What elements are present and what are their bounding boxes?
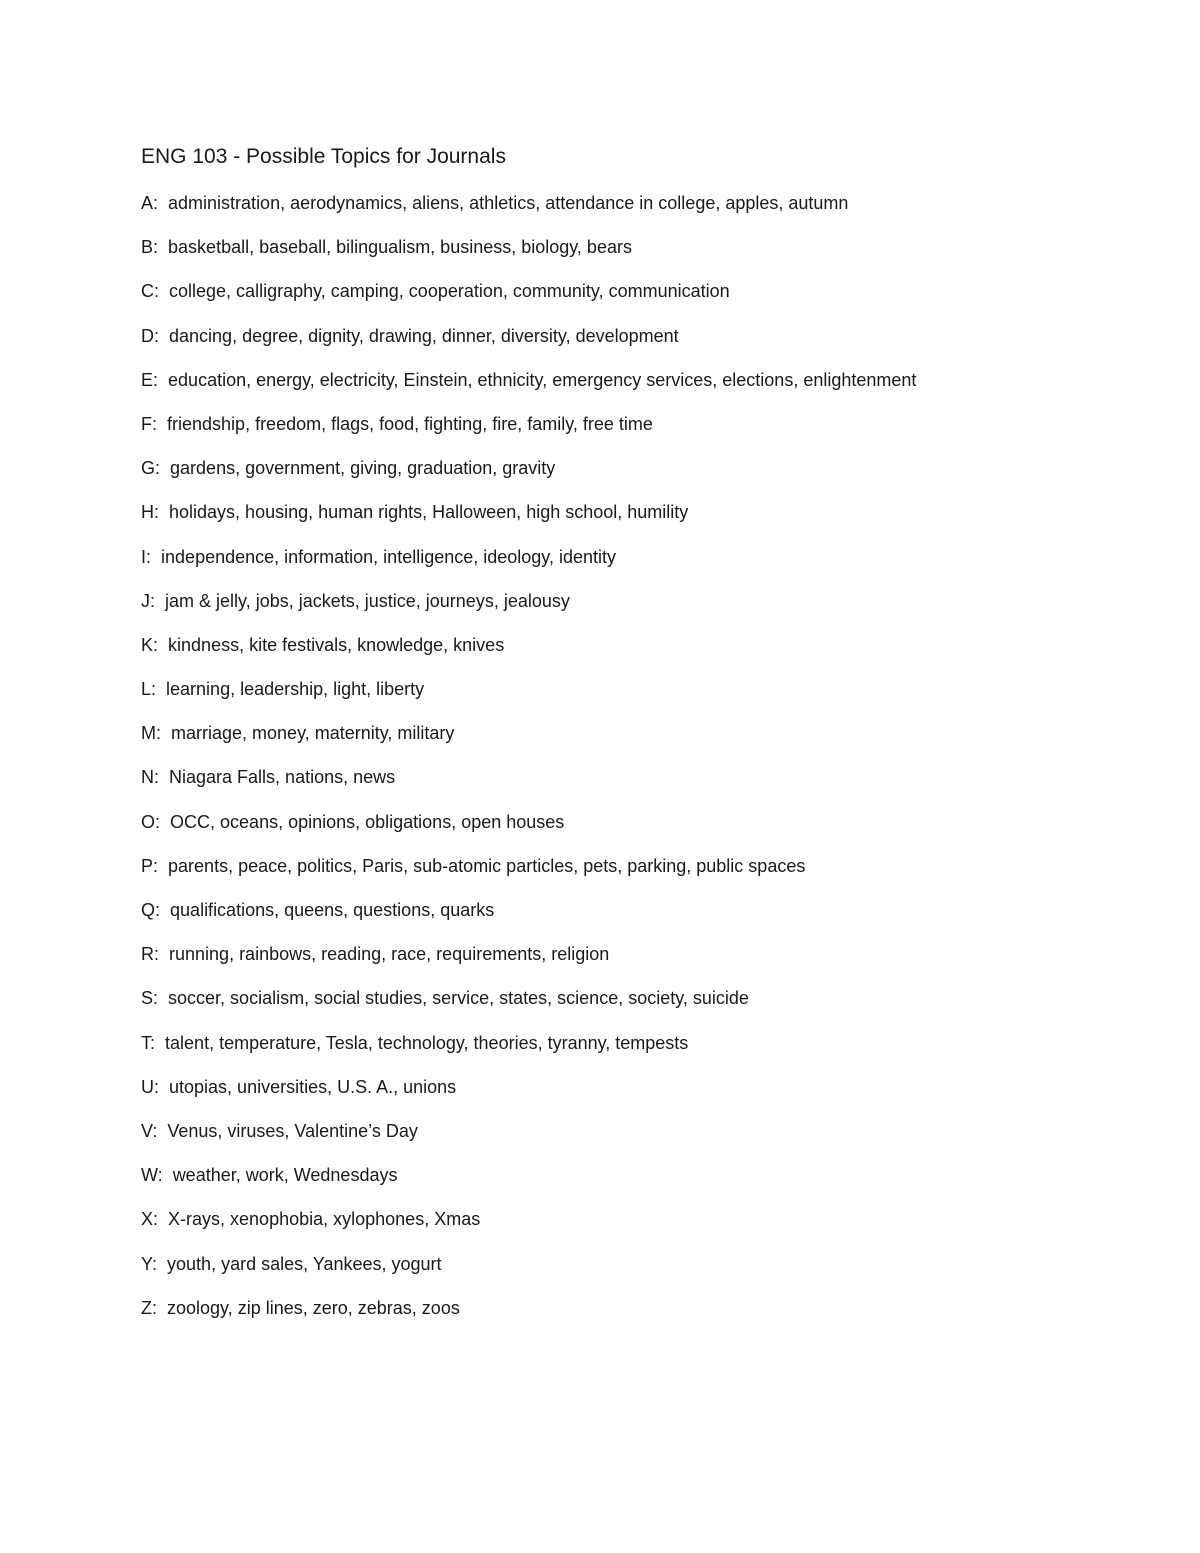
list-item bbox=[141, 189, 916, 233]
topic-letter: T: bbox=[141, 1032, 156, 1053]
topic-items: utopias, universities, U.S. A., unions bbox=[169, 1076, 457, 1097]
topic-items: independence, information, intelligence, ideology, identity bbox=[161, 546, 616, 567]
topic-letter: P: bbox=[141, 855, 159, 876]
topic-items: college, calligraphy, camping, cooperation, community, communication bbox=[169, 281, 730, 302]
topic-letter: G: bbox=[141, 458, 161, 479]
topic-items: zoology, zip lines, zero, zebras, zoos bbox=[167, 1297, 460, 1318]
list-item bbox=[141, 940, 916, 984]
topic-items: kindness, kite festivals, knowledge, knives bbox=[168, 634, 505, 655]
list-item bbox=[141, 675, 916, 719]
list-item bbox=[141, 1205, 916, 1249]
topic-items: qualifications, queens, questions, quarks bbox=[170, 900, 495, 920]
topic-letter: X: bbox=[141, 1209, 159, 1230]
list-item bbox=[141, 233, 916, 277]
topic-items: basketball, baseball, bilingualism, business, biology, bears bbox=[168, 237, 632, 258]
list-item bbox=[141, 498, 916, 542]
topic-items: parents, peace, politics, Paris, sub-atomic particles, pets, parking, public spaces bbox=[168, 855, 806, 876]
topic-letter: D: bbox=[141, 325, 159, 346]
topic-letter: Y: bbox=[141, 1253, 158, 1274]
topic-items: Venus, viruses, Valentine’s Day bbox=[167, 1120, 418, 1141]
list-item bbox=[141, 410, 916, 454]
list-item bbox=[141, 1117, 916, 1161]
page-title: ENG 103 - Possible Topics for Journals bbox=[141, 145, 506, 168]
topic-items: dancing, degree, dignity, drawing, dinner, diversity, development bbox=[169, 325, 679, 346]
list-item bbox=[141, 808, 916, 852]
topic-letter: S: bbox=[141, 988, 159, 1009]
topic-letter: N: bbox=[141, 767, 159, 788]
list-item bbox=[141, 852, 916, 896]
topic-list bbox=[141, 189, 916, 1338]
list-item bbox=[141, 1294, 916, 1338]
topic-letter: O: bbox=[141, 811, 161, 832]
topic-items: weather, work, Wednesdays bbox=[172, 1165, 398, 1186]
topic-letter: H: bbox=[141, 502, 159, 523]
topic-items: gardens, government, giving, graduation, gravity bbox=[170, 458, 556, 479]
list-item bbox=[141, 454, 916, 498]
topic-items: holidays, housing, human rights, Halloween, high school, humility bbox=[169, 502, 689, 523]
list-item bbox=[141, 1250, 916, 1294]
list-item bbox=[141, 1073, 916, 1117]
topic-items: administration, aerodynamics, aliens, athletics, attendance in college, apples, autumn bbox=[168, 193, 849, 213]
list-item bbox=[141, 543, 916, 587]
topic-items: running, rainbows, reading, race, requirements, religion bbox=[169, 944, 610, 965]
topic-letter: V: bbox=[141, 1120, 158, 1141]
topic-letter: W: bbox=[141, 1165, 163, 1186]
topic-letter: J: bbox=[141, 590, 156, 611]
topic-letter: A: bbox=[141, 193, 159, 213]
topic-items: talent, temperature, Tesla, technology, theories, tyranny, tempests bbox=[165, 1032, 689, 1053]
topic-letter: F: bbox=[141, 413, 157, 434]
topic-letter: E: bbox=[141, 369, 159, 390]
topic-letter: U: bbox=[141, 1076, 159, 1097]
topic-letter: R: bbox=[141, 944, 159, 965]
topic-letter: Z: bbox=[141, 1297, 157, 1318]
topic-letter: M: bbox=[141, 723, 161, 744]
list-item bbox=[141, 984, 916, 1028]
topic-items: jam & jelly, jobs, jackets, justice, journeys, jealousy bbox=[165, 590, 570, 611]
topic-items: friendship, freedom, flags, food, fighting, fire, family, free time bbox=[167, 413, 653, 434]
topic-items: youth, yard sales, Yankees, yogurt bbox=[167, 1253, 442, 1274]
list-item bbox=[141, 1029, 916, 1073]
list-item bbox=[141, 763, 916, 807]
topic-items: education, energy, electricity, Einstein, ethnicity, emergency services, elections, enlightenment bbox=[168, 369, 917, 390]
list-item bbox=[141, 277, 916, 321]
topic-items: Niagara Falls, nations, news bbox=[169, 767, 396, 788]
topic-letter: K: bbox=[141, 634, 159, 655]
topic-items: OCC, oceans, opinions, obligations, open houses bbox=[170, 811, 565, 832]
list-item bbox=[141, 631, 916, 675]
topic-items: marriage, money, maternity, military bbox=[171, 723, 455, 744]
topic-letter: C: bbox=[141, 281, 159, 302]
topic-letter: L: bbox=[141, 679, 157, 700]
topic-items: soccer, socialism, social studies, service, states, science, society, suicide bbox=[168, 988, 749, 1009]
topic-letter: Q: bbox=[141, 900, 161, 920]
list-item bbox=[141, 896, 916, 940]
topic-items: X-rays, xenophobia, xylophones, Xmas bbox=[168, 1209, 481, 1230]
list-item bbox=[141, 587, 916, 631]
topic-items: learning, leadership, light, liberty bbox=[166, 679, 425, 700]
topic-letter: B: bbox=[141, 237, 159, 258]
topic-letter: I: bbox=[141, 546, 152, 567]
list-item bbox=[141, 366, 916, 410]
list-item bbox=[141, 1161, 916, 1205]
list-item bbox=[141, 322, 916, 366]
list-item bbox=[141, 719, 916, 763]
